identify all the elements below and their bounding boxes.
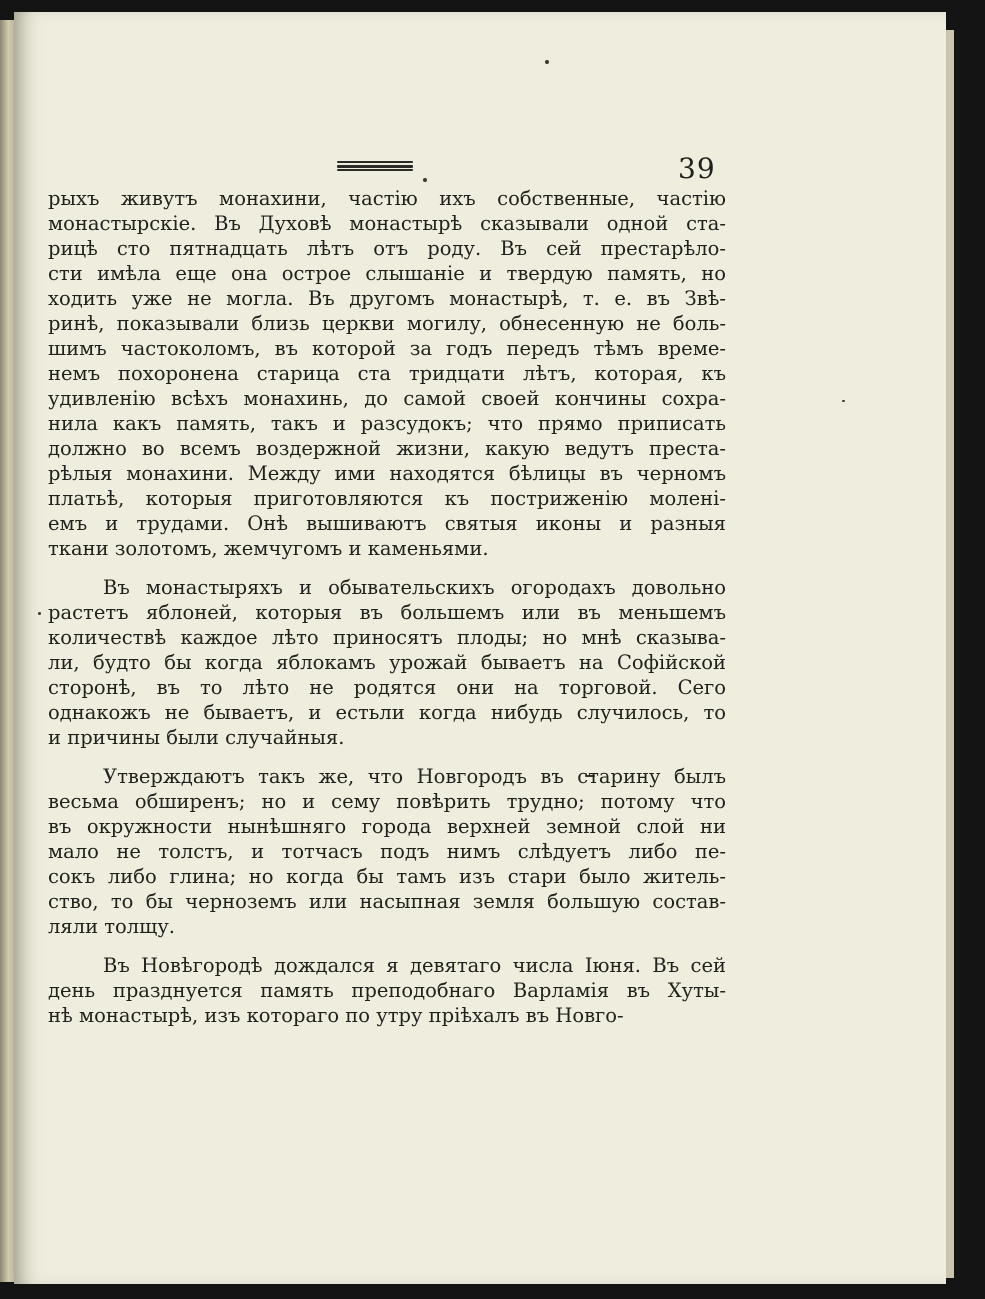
text-line: ляли толщу. (48, 915, 175, 938)
paper-speck (545, 60, 549, 64)
text-line: нила какъ память, такъ и разсудокъ; что прямо приписать (48, 412, 726, 435)
text-line: рицѣ сто пятнадцать лѣтъ отъ роду. Въ сей престарѣло- (48, 237, 726, 260)
text-line: сокъ либо глина; но когда бы тамъ изъ стари было житель- (48, 865, 726, 888)
text-line: день празднуется память преподобнаго Варламія въ Хуты- (48, 979, 726, 1002)
text-line: рѣлыя монахини. Между ими находятся бѣлицы въ черномъ (48, 462, 726, 485)
text-line: Въ монастыряхъ и обывательскихъ огородахъ довольно (103, 576, 726, 599)
paragraph-gap (48, 750, 726, 764)
text-line: удивленію всѣхъ монахинь, до самой своей кончины сохра- (48, 387, 726, 410)
text-line: шимъ частоколомъ, въ которой за годъ передъ тѣмъ време- (48, 337, 726, 360)
text-line: ринѣ, показывали близь церкви могилу, обнесенную не боль- (48, 312, 726, 335)
text-line: растетъ яблоней, которыя въ большемъ или въ меньшемъ (48, 601, 726, 624)
paper-speck (38, 612, 41, 615)
text-line: рыхъ живутъ монахини, частію ихъ собственные, частію (48, 187, 726, 210)
text-line: мало не толстъ, и тотчасъ подъ нимъ слѣдуетъ либо пе- (48, 840, 726, 863)
text-line: Утверждаютъ такъ же, что Новгородъ въ старину былъ (103, 765, 726, 788)
text-line: однакожъ не бываетъ, и естьли когда нибудь случилось, то (48, 701, 726, 724)
header-ornament-dot (423, 178, 427, 182)
paper-speck (842, 400, 845, 402)
header-ornament-rule (337, 161, 413, 171)
text-line: сторонѣ, въ то лѣто не родятся они на торговой. Сего (48, 676, 726, 699)
text-line: Въ Новѣгородѣ дождался я девятаго числа Іюня. Въ сей (103, 954, 726, 977)
facing-page-edge (0, 20, 14, 1282)
text-line: сти имѣла еще она острое слышаніе и твердую память, но (48, 262, 726, 285)
text-line: нѣ монастырѣ, изъ котораго по утру пріѣхалъ въ Новго- (48, 1004, 624, 1027)
text-line: емъ и трудами. Онѣ вышиваютъ святыя иконы и разныя (48, 512, 726, 535)
paragraph-gap (48, 561, 726, 575)
page-fore-edge (946, 30, 954, 1278)
text-line: ство, то бы черноземъ или насыпная земля большую состав- (48, 890, 726, 913)
text-line: въ окружности нынѣшняго города верхней земной слой ни (48, 815, 726, 838)
text-line: ходить уже не могла. Въ другомъ монастырѣ, т. е. въ Звѣ- (48, 287, 726, 310)
paragraph-gap (48, 939, 726, 953)
text-line: ли, будто бы когда яблокамъ урожай бываетъ на Софійской (48, 651, 726, 674)
text-line: должно во всемъ воздержной жизни, какую ведутъ преста- (48, 437, 726, 460)
text-line: ткани золотомъ, жемчугомъ и каменьями. (48, 537, 489, 560)
text-line: количествѣ каждое лѣто приносятъ плоды; но мнѣ сказыва- (48, 626, 726, 649)
body-text (48, 186, 726, 1028)
text-line: платьѣ, которыя приготовляются къ постриженію молені- (48, 487, 726, 510)
text-line: и причины были случайныя. (48, 726, 345, 749)
text-line: весьма обширенъ; но и сему повѣрить трудно; потому что (48, 790, 726, 813)
page-number: 39 (678, 152, 716, 185)
text-line: немъ похоронена старица ста тридцати лѣтъ, которая, къ (48, 362, 726, 385)
text-line: монастырскіе. Въ Духовѣ монастырѣ сказывали одной ста- (48, 212, 726, 235)
